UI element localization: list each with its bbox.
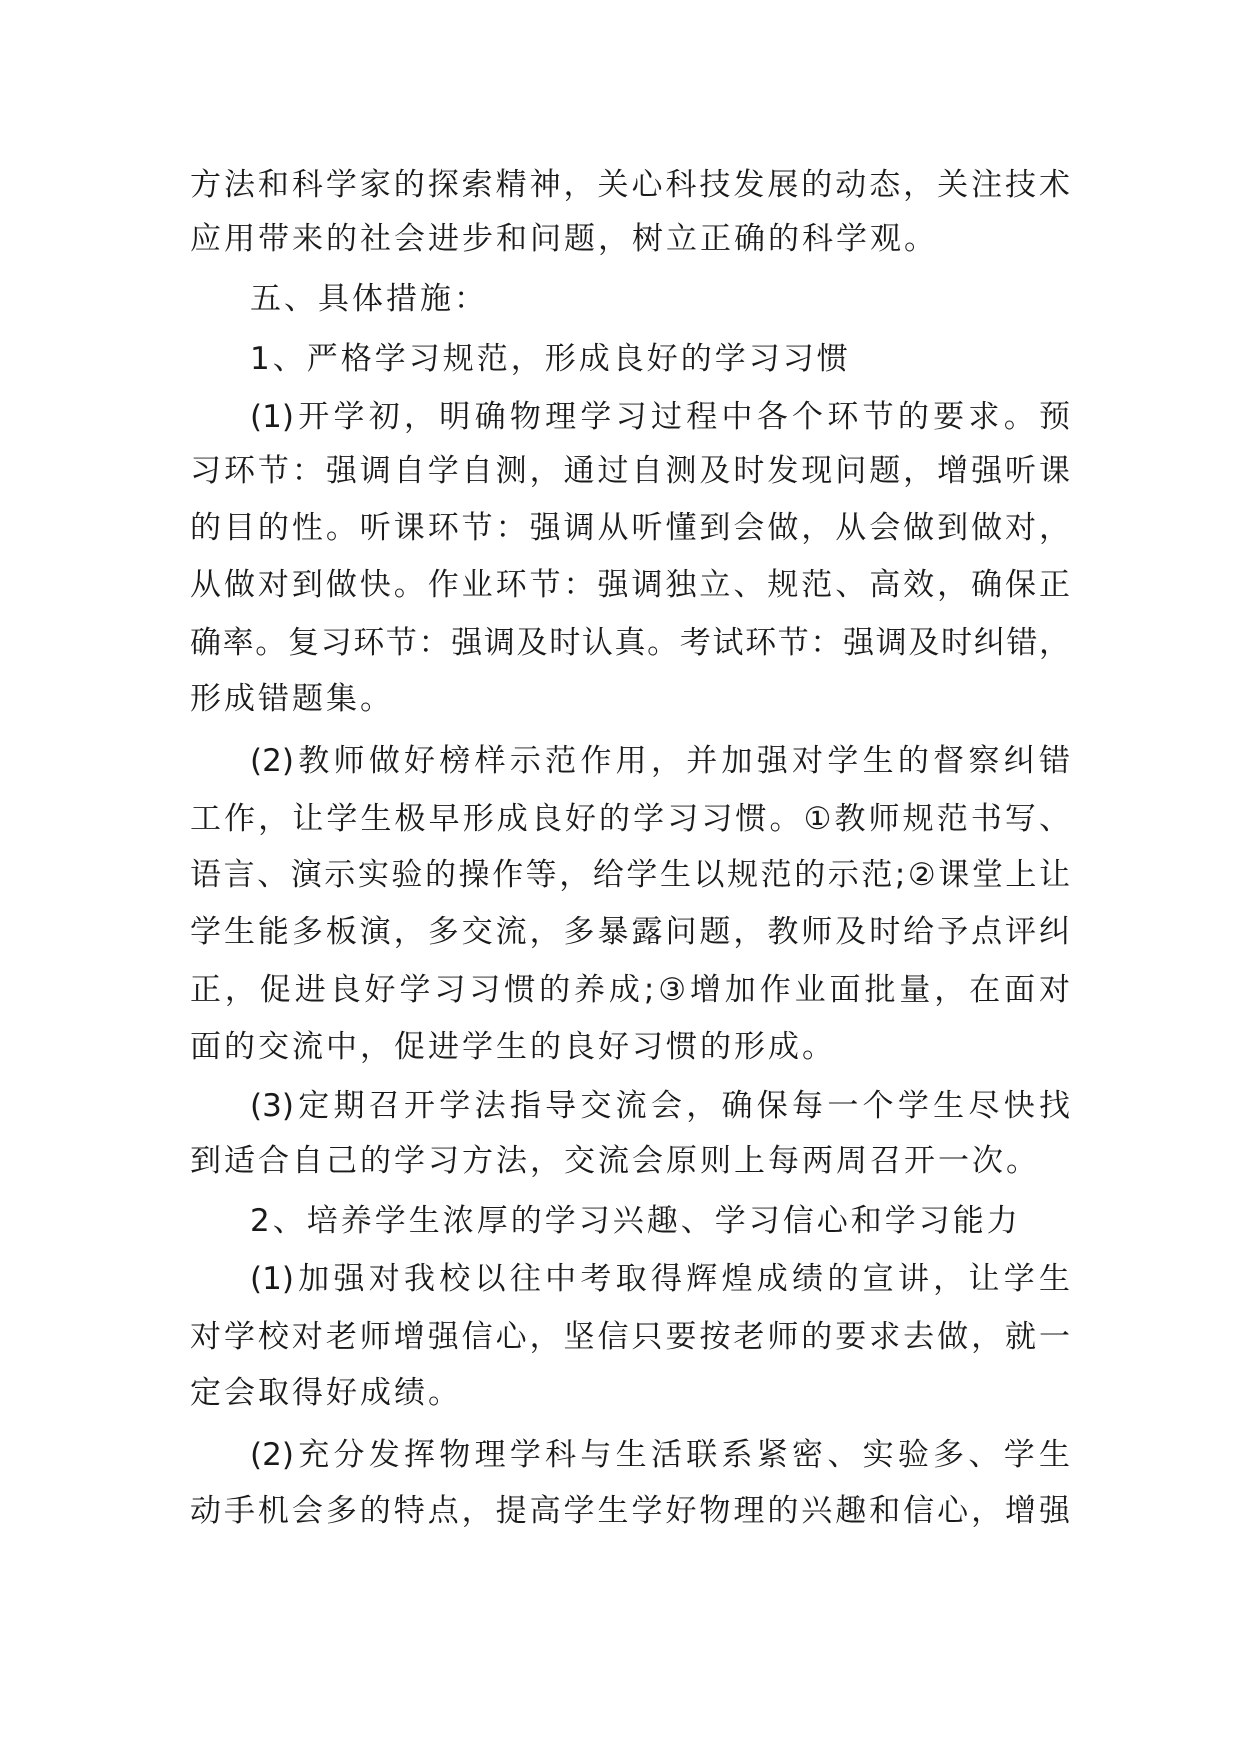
text-line: 确率。复习环节：强调及时认真。考试环节：强调及时纠错， — [190, 625, 1070, 661]
text-line: (3)定期召开学法指导交流会，确保每一个学生尽快找 — [250, 1088, 1070, 1124]
text-line: 方法和科学家的探索精神，关心科技发展的动态，关注技术 — [190, 167, 1070, 203]
text-line: 语言、演示实验的操作等，给学生以规范的示范;②课堂上让 — [190, 857, 1070, 893]
text-line: 学生能多板演，多交流，多暴露问题，教师及时给予点评纠 — [190, 914, 1070, 950]
text-line: (2)教师做好榜样示范作用，并加强对学生的督察纠错 — [250, 743, 1070, 779]
text-line: 的目的性。听课环节：强调从听懂到会做，从会做到做对， — [190, 510, 1070, 546]
subsection-heading: 1、严格学习规范，形成良好的学习习惯 — [250, 341, 851, 377]
text-line: 形成错题集。 — [190, 681, 394, 717]
text-line: (1)开学初，明确物理学习过程中各个环节的要求。预 — [250, 399, 1070, 435]
subsection-heading: 2、培养学生浓厚的学习兴趣、学习信心和学习能力 — [250, 1203, 1021, 1239]
text-line: 动手机会多的特点，提高学生学好物理的兴趣和信心，增强 — [190, 1493, 1070, 1529]
section-heading: 五、具体措施： — [250, 281, 488, 317]
text-line: 工作，让学生极早形成良好的学习习惯。①教师规范书写、 — [190, 801, 1070, 837]
text-line: 从做对到做快。作业环节：强调独立、规范、高效，确保正 — [190, 567, 1070, 603]
text-line: 应用带来的社会进步和问题，树立正确的科学观。 — [190, 221, 938, 257]
text-line: 面的交流中，促进学生的良好习惯的形成。 — [190, 1029, 836, 1065]
text-line: 习环节：强调自学自测，通过自测及时发现问题，增强听课 — [190, 453, 1070, 489]
text-line: (1)加强对我校以往中考取得辉煌成绩的宣讲，让学生 — [250, 1261, 1070, 1297]
text-line: (2)充分发挥物理学科与生活联系紧密、实验多、学生 — [250, 1437, 1070, 1473]
text-line: 定会取得好成绩。 — [190, 1375, 462, 1411]
text-line: 对学校对老师增强信心，坚信只要按老师的要求去做，就一 — [190, 1319, 1070, 1355]
text-line: 到适合自己的学习方法，交流会原则上每两周召开一次。 — [190, 1143, 1040, 1179]
text-line: 正，促进良好学习习惯的养成;③增加作业面批量，在面对 — [190, 972, 1070, 1008]
